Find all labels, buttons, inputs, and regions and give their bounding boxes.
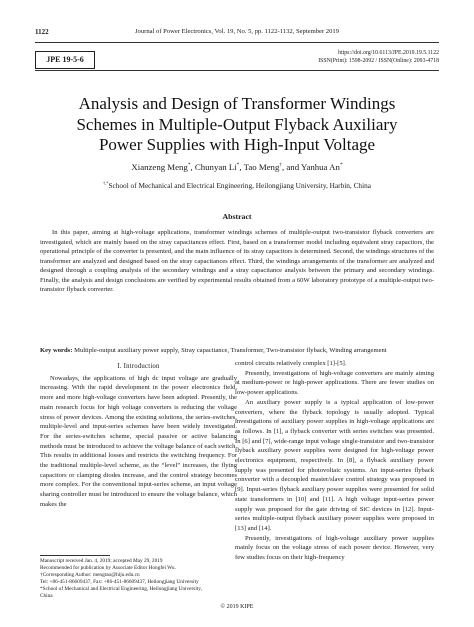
author-name: Xianzeng Meng — [131, 162, 188, 172]
affiliation-mark: †,* — [102, 180, 109, 186]
article-meta — [318, 49, 439, 65]
copyright-notice: © 2019 KIPE — [220, 604, 254, 610]
author-name: Chunyan Li — [194, 162, 237, 172]
title-line-3: Power Supplies with High-Input Voltage — [98, 135, 376, 154]
affiliation — [35, 181, 439, 190]
footnote-rule — [40, 555, 110, 556]
author-name: Tao Meng — [243, 162, 280, 172]
body-paragraph: Nowadays, the applications of high dc input voltage are gradually increasing. With the rapid development in the power electronics field, more and more high-voltage converters have been adopted. Presently, the main research focus for high voltage converters is reducing the voltage stress of power devices. Among the existing solutions, the series-switches, multiple-level and input-series schemes have been widely investigated. For the series-switches scheme, special passive or active balancing methods must be introduced to achieve the voltage balance of each switch. This results in additional losses and restricts the switching frequency. For the traditional multiple-level scheme, as the “level” increases, the flying capacitors or clamping diodes increase, and the control strategy becomes more complex. For the conventional input-series scheme, an input voltage sharing controller must be introduced to ensure the voltage balance, which makes the — [40, 374, 238, 508]
footnotes — [40, 558, 230, 600]
body-paragraph: control circuits relatively complex [1]-[5]. — [235, 360, 347, 367]
abstract-heading: Abstract — [222, 212, 252, 221]
meta-rule — [35, 70, 439, 71]
affiliation-text: School of Mechanical and Electrical Engineering, Heilongjiang University, Harbin, China — [108, 181, 371, 190]
footnote-line: †Corresponding Author: mengtao@hlju.edu.cn — [40, 572, 140, 578]
author-name: Yanhua An — [300, 162, 340, 172]
body-paragraph: Presently, investigations of high-voltage auxiliary power supplies mainly focus on the voltage stress of each power device. However, very few studies focus on their high-frequency — [235, 534, 434, 562]
author-list: Xianzeng Meng*, Chunyan Li*, Tao Meng†, and Yanhua An* — [131, 162, 343, 172]
body-paragraph: An auxiliary power supply is a typical application of low-power converters, where the flyback topology is usually adopted. Typical investigations of auxiliary power supplies in high-voltage applications are as follows. In [1], a flyback converter with series switches was presented. In [6] and [7], wide-range input voltage single-transistor and two-transistor flyback auxiliary power supplies were designed for high-voltage power electronics equipment, respectively. In [8], a flyback auxiliary power supply was presented for photovoltaic systems. An input-series flyback converter with a decoupled master/slave control strategy was proposed in [9]. Input-series flyback auxiliary power supplies were presented for solid state transformers in [10] and [11]. A high voltage input-series power supply was proposed for the gate driving of SiC devices in [12]. Input-series multiple-output flyback auxiliary power supplies were proposed in [13] and [14]. — [235, 398, 434, 532]
doi-link[interactable]: https://doi.org/10.6113/JPE.2019.19.5.1122 — [338, 50, 439, 56]
left-column — [40, 359, 237, 510]
journal-citation: Journal of Power Electronics, Vol. 19, No. 5, pp. 1122-1132, September 2019 — [134, 28, 339, 35]
title-line-1: Analysis and Design of Transformer Windings — [78, 94, 396, 113]
right-column — [235, 359, 434, 563]
author-mark: † — [279, 162, 282, 169]
author-mark: * — [236, 162, 240, 169]
abstract-body: In this paper, aiming at high-voltage applications, transformer windings schemes of multiple-output two-transistor flyback converters are investigated, which are mainly based on the stray capacitances effect. First, based on a transformer model including equivalent stray capacitors, the operational principle of the converter is presented, and the main influence of its stray capacitors is determined. Second, the windings structures of the transformer are analyzed and designed based on the stray capacitances effect. Third, the windings arrangements of the transformer are analyzed and designed through a coupling analysis of the secondary windings and a stray capacitance analysis between the primary and secondary windings. Finally, the analysis and design conclusions are verified by experimental results obtained from a 60W laboratory prototype of a multiple-output two-transistor flyback converter. — [40, 229, 434, 293]
keywords-line — [40, 346, 434, 355]
paper-title — [35, 94, 439, 156]
body-paragraph: Presently, investigations of high-voltage converters are mainly aiming at medium-power or high-power applications. There are fewer studies on low-power applications. — [235, 369, 434, 397]
footnote-line: Tel: +86-451-86609437, Fax: +86-451-86609437, Heilongjiang University — [40, 579, 199, 585]
footnote-line: Manuscript received Jan. 4, 2019; accepted May 29, 2019 — [40, 558, 163, 564]
keywords-text: Multiple-output auxiliary power supply, Stray capacitance, Transformer, Two-transistor flyback, Winding arrangement — [74, 347, 387, 354]
running-header — [35, 28, 439, 40]
footnote-line: *School of Mechanical and Electrical Engineering, Heilongjiang University, — [40, 586, 202, 592]
footnote-line: Recommended for publication by Associate Editor Hongfei Wu. — [40, 565, 176, 571]
header-rule — [35, 42, 439, 43]
issn-line: ISSN(Print): 1598-2092 / ISSN(Online): 2093-4718 — [318, 58, 439, 65]
footnote-line: China — [40, 593, 53, 599]
section-heading: I. Introduction — [117, 363, 160, 370]
author-mark: * — [339, 162, 343, 169]
title-line-2: Schemes in Multiple-Output Flyback Auxiliary — [76, 114, 398, 134]
keywords-label: Key words: — [40, 347, 73, 354]
author-mark: * — [187, 162, 191, 169]
page-number: 1122 — [35, 28, 49, 36]
article-id-box: JPE 19-5-6 — [35, 51, 95, 69]
